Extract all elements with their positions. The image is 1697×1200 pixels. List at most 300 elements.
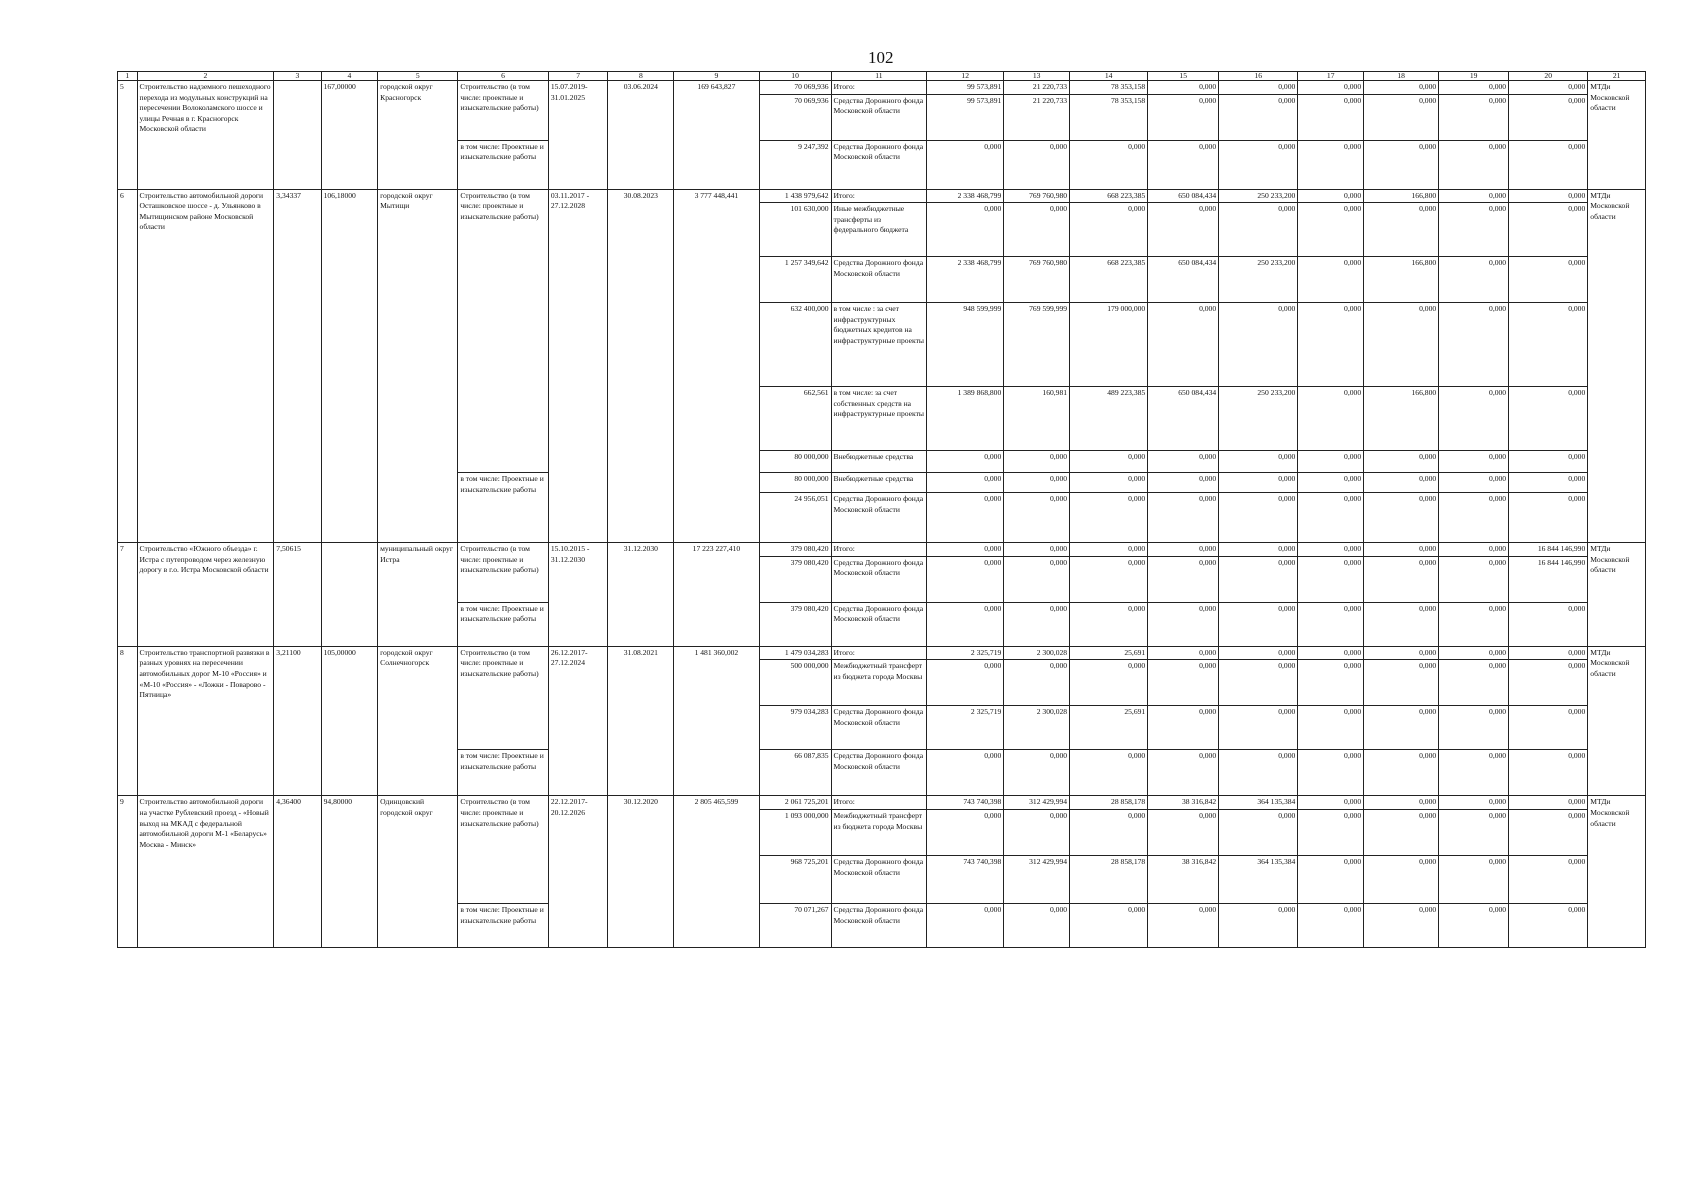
amount-year: 0,000: [1219, 660, 1298, 706]
amount-year: 312 429,994: [1004, 796, 1070, 810]
amount-year: 0,000: [1298, 81, 1364, 95]
project-date: 30.08.2023: [608, 189, 674, 543]
amount-year: 0,000: [927, 451, 1004, 473]
amount-year: 0,000: [1070, 203, 1148, 257]
amount-year: 0,000: [1298, 203, 1364, 257]
amount-year: 0,000: [1364, 556, 1439, 602]
amount-year: 0,000: [1509, 493, 1588, 543]
works-type: Строительство (в том числе: проектные и изыскательские работы): [458, 189, 548, 473]
project-capacity: 94,80000: [321, 796, 378, 948]
amount-year: 0,000: [1509, 473, 1588, 493]
col-header: 15: [1148, 72, 1219, 81]
amount-col10: 379 080,420: [759, 543, 831, 557]
amount-year: 0,000: [1004, 203, 1070, 257]
amount-year: 0,000: [1439, 602, 1509, 646]
amount-year: 0,000: [1148, 81, 1219, 95]
table-row: [118, 646, 1646, 660]
column-number-row: [118, 72, 1646, 81]
amount-year: 0,000: [1148, 809, 1219, 855]
amount-year: 21 220,733: [1004, 81, 1070, 95]
project-capacity: 167,00000: [321, 81, 378, 190]
amount-year: 364 135,384: [1219, 796, 1298, 810]
amount-col10: 2 061 725,201: [759, 796, 831, 810]
table-row: [118, 81, 1646, 95]
amount-year: 0,000: [927, 473, 1004, 493]
amount-year: 0,000: [1004, 140, 1070, 189]
amount-year: 0,000: [1004, 451, 1070, 473]
amount-year: 0,000: [1298, 660, 1364, 706]
page-number: 102: [868, 48, 894, 67]
amount-year: 0,000: [1509, 303, 1588, 387]
project-municipality: городской округ Солнечногорск: [378, 646, 458, 796]
amount-year: 0,000: [927, 602, 1004, 646]
amount-year: 28 858,178: [1070, 796, 1148, 810]
project-cost: 17 223 227,410: [674, 543, 759, 647]
amount-year: 0,000: [1298, 809, 1364, 855]
project-name: Строительство автомобильной дороги Осташковское шоссе - д. Ульянково в Мытищинском районе Московской области: [137, 189, 274, 543]
amount-year: 489 223,385: [1070, 387, 1148, 451]
amount-year: 0,000: [1439, 493, 1509, 543]
amount-col10: 101 630,000: [759, 203, 831, 257]
amount-year: 0,000: [1148, 706, 1219, 750]
amount-year: 0,000: [1364, 543, 1439, 557]
project-capacity: 105,00000: [321, 646, 378, 796]
amount-year: 0,000: [1004, 903, 1070, 947]
project-cost: 1 481 360,002: [674, 646, 759, 796]
funding-source: Итого:: [831, 81, 927, 95]
amount-year: 2 325,719: [927, 706, 1004, 750]
col-header: 2: [137, 72, 274, 81]
col-header: 8: [608, 72, 674, 81]
works-type: Строительство (в том числе: проектные и изыскательские работы): [458, 81, 548, 141]
amount-year: 0,000: [1219, 809, 1298, 855]
amount-year: 0,000: [1439, 646, 1509, 660]
amount-year: 21 220,733: [1004, 94, 1070, 140]
amount-year: 2 325,719: [927, 646, 1004, 660]
project-col3: 3,34337: [274, 189, 321, 543]
amount-year: 1 389 868,800: [927, 387, 1004, 451]
amount-year: 0,000: [1148, 660, 1219, 706]
amount-year: 0,000: [1298, 493, 1364, 543]
works-type-design: в том числе: Проектные и изыскательские работы: [458, 473, 548, 543]
col-header: 6: [458, 72, 548, 81]
project-name: Строительство надземного пешеходного перехода из модульных конструкций на пересечении Волоколамского шоссе и улицы Речная в г. Красногорск Московской области: [137, 81, 274, 190]
project-period: 15.10.2015 - 31.12.2030: [548, 543, 608, 647]
amount-year: 0,000: [1439, 903, 1509, 947]
funding-source: Средства Дорожного фонда Московской области: [831, 706, 927, 750]
project-municipality: Одинцовский городской округ: [378, 796, 458, 948]
amount-year: 0,000: [1439, 189, 1509, 203]
amount-year: 0,000: [1364, 750, 1439, 796]
amount-year: 0,000: [1004, 493, 1070, 543]
amount-year: 0,000: [1364, 140, 1439, 189]
amount-year: 0,000: [1439, 81, 1509, 95]
works-type: Строительство (в том числе: проектные и изыскательские работы): [458, 796, 548, 904]
amount-col10: 9 247,392: [759, 140, 831, 189]
funding-source: Итого:: [831, 646, 927, 660]
amount-year: 0,000: [1364, 203, 1439, 257]
amount-year: 0,000: [1219, 493, 1298, 543]
amount-year: 0,000: [927, 903, 1004, 947]
amount-year: 0,000: [1439, 94, 1509, 140]
amount-col10: 968 725,201: [759, 855, 831, 903]
amount-year: 0,000: [1439, 257, 1509, 303]
amount-col10: 70 071,267: [759, 903, 831, 947]
project-period: 22.12.2017- 20.12.2026: [548, 796, 608, 948]
amount-year: 0,000: [1439, 660, 1509, 706]
amount-year: 0,000: [927, 556, 1004, 602]
project-number: 5: [118, 81, 138, 190]
col-header: 12: [927, 72, 1004, 81]
amount-year: 0,000: [1298, 303, 1364, 387]
col-header: 9: [674, 72, 759, 81]
amount-year: 0,000: [1219, 556, 1298, 602]
amount-year: 0,000: [1364, 809, 1439, 855]
amount-year: 0,000: [1509, 602, 1588, 646]
amount-year: 0,000: [1070, 602, 1148, 646]
amount-year: 250 233,200: [1219, 387, 1298, 451]
amount-year: 2 338 468,799: [927, 189, 1004, 203]
amount-col10: 70 069,936: [759, 94, 831, 140]
amount-year: 0,000: [1298, 796, 1364, 810]
col-header: 10: [759, 72, 831, 81]
amount-year: 0,000: [1148, 451, 1219, 473]
amount-year: 0,000: [1219, 706, 1298, 750]
funding-source: Иные межбюджетные трансферты из федерального бюджета: [831, 203, 927, 257]
amount-year: 0,000: [1298, 140, 1364, 189]
amount-year: 160,981: [1004, 387, 1070, 451]
works-type-design: в том числе: Проектные и изыскательские работы: [458, 750, 548, 796]
amount-year: 0,000: [1439, 203, 1509, 257]
amount-year: 0,000: [927, 140, 1004, 189]
amount-year: 0,000: [1148, 556, 1219, 602]
amount-year: 0,000: [1364, 903, 1439, 947]
amount-year: 668 223,385: [1070, 189, 1148, 203]
amount-year: 0,000: [1070, 750, 1148, 796]
amount-year: 0,000: [1070, 493, 1148, 543]
amount-year: 0,000: [1509, 387, 1588, 451]
amount-year: 0,000: [1364, 303, 1439, 387]
funding-source: в том числе: за счет собственных средств на инфраструктурные проекты: [831, 387, 927, 451]
funding-source: Средства Дорожного фонда Московской области: [831, 903, 927, 947]
project-col3: 4,36400: [274, 796, 321, 948]
amount-year: 0,000: [1004, 660, 1070, 706]
col-header: 4: [321, 72, 378, 81]
amount-year: 0,000: [1004, 809, 1070, 855]
amount-year: 78 353,158: [1070, 94, 1148, 140]
amount-col10: 24 956,051: [759, 493, 831, 543]
amount-year: 0,000: [927, 750, 1004, 796]
amount-year: 0,000: [1148, 94, 1219, 140]
amount-year: 0,000: [1509, 81, 1588, 95]
amount-year: 0,000: [1219, 602, 1298, 646]
amount-year: 0,000: [1219, 646, 1298, 660]
amount-year: 0,000: [1509, 140, 1588, 189]
amount-col10: 70 069,936: [759, 81, 831, 95]
col-header: 3: [274, 72, 321, 81]
amount-year: 25,691: [1070, 706, 1148, 750]
amount-year: 0,000: [1439, 387, 1509, 451]
project-date: 31.08.2021: [608, 646, 674, 796]
amount-year: 16 844 146,990: [1509, 556, 1588, 602]
amount-year: 38 316,842: [1148, 855, 1219, 903]
amount-year: 0,000: [1148, 493, 1219, 543]
project-period: 26.12.2017- 27.12.2024: [548, 646, 608, 796]
amount-col10: 379 080,420: [759, 556, 831, 602]
amount-year: 2 300,028: [1004, 706, 1070, 750]
project-date: 03.06.2024: [608, 81, 674, 190]
amount-year: 0,000: [1439, 796, 1509, 810]
amount-year: 0,000: [1004, 602, 1070, 646]
amount-year: 0,000: [1509, 646, 1588, 660]
amount-year: 99 573,891: [927, 81, 1004, 95]
project-cost: 3 777 448,441: [674, 189, 759, 543]
funding-source: Итого:: [831, 796, 927, 810]
funding-source: Средства Дорожного фонда Московской области: [831, 556, 927, 602]
financing-table: [117, 71, 1646, 948]
amount-year: 166,800: [1364, 189, 1439, 203]
col-header: 14: [1070, 72, 1148, 81]
amount-year: 0,000: [927, 809, 1004, 855]
project-capacity: [321, 543, 378, 647]
col-header: 20: [1509, 72, 1588, 81]
funding-source: Итого:: [831, 189, 927, 203]
amount-year: 0,000: [1364, 855, 1439, 903]
project-col3: [274, 81, 321, 190]
amount-year: 0,000: [1070, 903, 1148, 947]
amount-year: 0,000: [1219, 903, 1298, 947]
amount-year: 0,000: [1364, 602, 1439, 646]
funding-source: Межбюджетный трансферт из бюджета города Москвы: [831, 660, 927, 706]
amount-year: 0,000: [1364, 81, 1439, 95]
project-name: Строительство транспортной развязки в разных уровнях на пересечении автомобильных дорог М-10 «Россия» и «М-10 «Россия» - «Ложки - Поварово - Пятница»: [137, 646, 274, 796]
amount-year: 0,000: [1298, 903, 1364, 947]
amount-year: 0,000: [1509, 855, 1588, 903]
amount-year: 0,000: [1148, 303, 1219, 387]
amount-year: 0,000: [1219, 203, 1298, 257]
amount-year: 0,000: [1148, 473, 1219, 493]
amount-year: 0,000: [1509, 796, 1588, 810]
amount-col10: 80 000,000: [759, 473, 831, 493]
amount-year: 743 740,398: [927, 796, 1004, 810]
amount-year: 0,000: [927, 493, 1004, 543]
amount-year: 0,000: [1219, 94, 1298, 140]
works-type: Строительство (в том числе: проектные и изыскательские работы): [458, 646, 548, 750]
amount-year: 0,000: [1364, 796, 1439, 810]
project-number: 9: [118, 796, 138, 948]
amount-year: 0,000: [1298, 257, 1364, 303]
amount-year: 0,000: [1070, 556, 1148, 602]
amount-year: 0,000: [1509, 257, 1588, 303]
project-period: 15.07.2019- 31.01.2025: [548, 81, 608, 190]
amount-year: 0,000: [1364, 706, 1439, 750]
amount-year: 0,000: [1070, 543, 1148, 557]
amount-year: 0,000: [1509, 203, 1588, 257]
amount-year: 650 084,434: [1148, 387, 1219, 451]
amount-year: 0,000: [1219, 543, 1298, 557]
amount-year: 99 573,891: [927, 94, 1004, 140]
works-type-design: в том числе: Проектные и изыскательские работы: [458, 602, 548, 646]
amount-year: 0,000: [1439, 706, 1509, 750]
funding-source: Средства Дорожного фонда Московской области: [831, 94, 927, 140]
funding-source: Средства Дорожного фонда Московской области: [831, 140, 927, 189]
amount-year: 0,000: [1298, 94, 1364, 140]
amount-year: 0,000: [1219, 451, 1298, 473]
amount-col10: 1 438 979,642: [759, 189, 831, 203]
works-type-design: в том числе: Проектные и изыскательские работы: [458, 903, 548, 947]
amount-year: 0,000: [1439, 303, 1509, 387]
col-header: 18: [1364, 72, 1439, 81]
amount-year: 769 599,999: [1004, 303, 1070, 387]
project-number: 8: [118, 646, 138, 796]
amount-year: 0,000: [1298, 451, 1364, 473]
amount-year: 0,000: [1070, 473, 1148, 493]
amount-year: 0,000: [1298, 387, 1364, 451]
amount-year: 0,000: [1219, 303, 1298, 387]
amount-year: 0,000: [1509, 660, 1588, 706]
project-number: 7: [118, 543, 138, 647]
amount-col10: 1 093 000,000: [759, 809, 831, 855]
funding-source: Межбюджетный трансферт из бюджета города Москвы: [831, 809, 927, 855]
amount-year: 948 599,999: [927, 303, 1004, 387]
amount-year: 38 316,842: [1148, 796, 1219, 810]
amount-col10: 379 080,420: [759, 602, 831, 646]
amount-year: 0,000: [1364, 451, 1439, 473]
amount-year: 0,000: [1298, 750, 1364, 796]
funding-source: Итого:: [831, 543, 927, 557]
amount-col10: 1 479 034,283: [759, 646, 831, 660]
project-col3: 3,21100: [274, 646, 321, 796]
funding-source: Средства Дорожного фонда Московской области: [831, 257, 927, 303]
customer: МТДи Московской области: [1588, 543, 1646, 647]
amount-year: 769 760,980: [1004, 257, 1070, 303]
amount-col10: 632 400,000: [759, 303, 831, 387]
project-name: Строительство «Южного объезда» г. Истра с путепроводом через железную дорогу в г.о. Истра Московской области: [137, 543, 274, 647]
amount-year: 0,000: [1439, 140, 1509, 189]
project-period: 03.11.2017 - 27.12.2028: [548, 189, 608, 543]
project-cost: 169 643,827: [674, 81, 759, 190]
amount-year: 0,000: [1004, 543, 1070, 557]
amount-year: 650 084,434: [1148, 257, 1219, 303]
amount-year: 0,000: [1509, 451, 1588, 473]
funding-source: Средства Дорожного фонда Московской области: [831, 855, 927, 903]
table-row: [118, 189, 1646, 203]
amount-year: 0,000: [1439, 750, 1509, 796]
amount-year: 0,000: [1298, 473, 1364, 493]
amount-year: 0,000: [1364, 646, 1439, 660]
amount-year: 0,000: [1509, 189, 1588, 203]
amount-year: 0,000: [1364, 660, 1439, 706]
col-header: 19: [1439, 72, 1509, 81]
works-type-design: в том числе: Проектные и изыскательские работы: [458, 140, 548, 189]
customer: МТДи Московской области: [1588, 81, 1646, 190]
amount-year: 0,000: [1219, 473, 1298, 493]
amount-col10: 80 000,000: [759, 451, 831, 473]
amount-year: 0,000: [1509, 750, 1588, 796]
amount-year: 0,000: [1004, 473, 1070, 493]
amount-year: 0,000: [1148, 903, 1219, 947]
amount-year: 0,000: [1509, 94, 1588, 140]
amount-year: 0,000: [927, 660, 1004, 706]
amount-year: 16 844 146,990: [1509, 543, 1588, 557]
amount-year: 743 740,398: [927, 855, 1004, 903]
funding-source: Внебюджетные средства: [831, 451, 927, 473]
amount-year: 364 135,384: [1219, 855, 1298, 903]
amount-year: 0,000: [1509, 706, 1588, 750]
amount-year: 0,000: [1509, 809, 1588, 855]
amount-year: 650 084,434: [1148, 189, 1219, 203]
amount-year: 0,000: [1364, 473, 1439, 493]
amount-year: 0,000: [1298, 556, 1364, 602]
col-header: 21: [1588, 72, 1646, 81]
amount-year: 166,800: [1364, 257, 1439, 303]
amount-year: 0,000: [1298, 189, 1364, 203]
amount-year: 28 858,178: [1070, 855, 1148, 903]
col-header: 17: [1298, 72, 1364, 81]
amount-year: 0,000: [1439, 451, 1509, 473]
amount-year: 0,000: [1219, 81, 1298, 95]
amount-year: 0,000: [1298, 706, 1364, 750]
amount-year: 0,000: [1439, 543, 1509, 557]
amount-year: 0,000: [1298, 602, 1364, 646]
amount-col10: 66 087,835: [759, 750, 831, 796]
amount-year: 0,000: [1148, 602, 1219, 646]
amount-year: 0,000: [927, 543, 1004, 557]
col-header: 11: [831, 72, 927, 81]
amount-year: 2 300,028: [1004, 646, 1070, 660]
amount-year: 0,000: [1070, 140, 1148, 189]
table-row: [118, 543, 1646, 557]
project-date: 31.12.2030: [608, 543, 674, 647]
amount-col10: 500 000,000: [759, 660, 831, 706]
project-date: 30.12.2020: [608, 796, 674, 948]
amount-year: 250 233,200: [1219, 189, 1298, 203]
col-header: 7: [548, 72, 608, 81]
customer: МТДи Московской области: [1588, 189, 1646, 543]
amount-year: 0,000: [1219, 140, 1298, 189]
amount-year: 0,000: [1509, 903, 1588, 947]
col-header: 5: [378, 72, 458, 81]
project-cost: 2 805 465,599: [674, 796, 759, 948]
funding-source: Средства Дорожного фонда Московской области: [831, 493, 927, 543]
amount-year: 0,000: [1070, 809, 1148, 855]
project-municipality: городской округ Мытищи: [378, 189, 458, 543]
col-header: 13: [1004, 72, 1070, 81]
amount-year: 0,000: [1219, 750, 1298, 796]
amount-year: 769 760,980: [1004, 189, 1070, 203]
amount-col10: 662,561: [759, 387, 831, 451]
amount-year: 668 223,385: [1070, 257, 1148, 303]
works-type: Строительство (в том числе: проектные и изыскательские работы): [458, 543, 548, 603]
amount-year: 0,000: [1148, 750, 1219, 796]
project-capacity: 106,18000: [321, 189, 378, 543]
amount-year: 0,000: [1004, 750, 1070, 796]
amount-year: 25,691: [1070, 646, 1148, 660]
table-row: [118, 796, 1646, 810]
amount-year: 0,000: [927, 203, 1004, 257]
project-number: 6: [118, 189, 138, 543]
project-name: Строительство автомобильной дороги на участке Рублевский проезд - «Новый выход на МКАД с федеральной автомобильной дороги М-1 «Беларусь» Москва - Минск»: [137, 796, 274, 948]
amount-year: 166,800: [1364, 387, 1439, 451]
customer: МТДи Московской области: [1588, 646, 1646, 796]
amount-year: 2 338 468,799: [927, 257, 1004, 303]
project-col3: 7,50615: [274, 543, 321, 647]
amount-col10: 979 034,283: [759, 706, 831, 750]
amount-year: 0,000: [1298, 543, 1364, 557]
amount-year: 0,000: [1439, 855, 1509, 903]
amount-year: 0,000: [1298, 646, 1364, 660]
amount-year: 78 353,158: [1070, 81, 1148, 95]
